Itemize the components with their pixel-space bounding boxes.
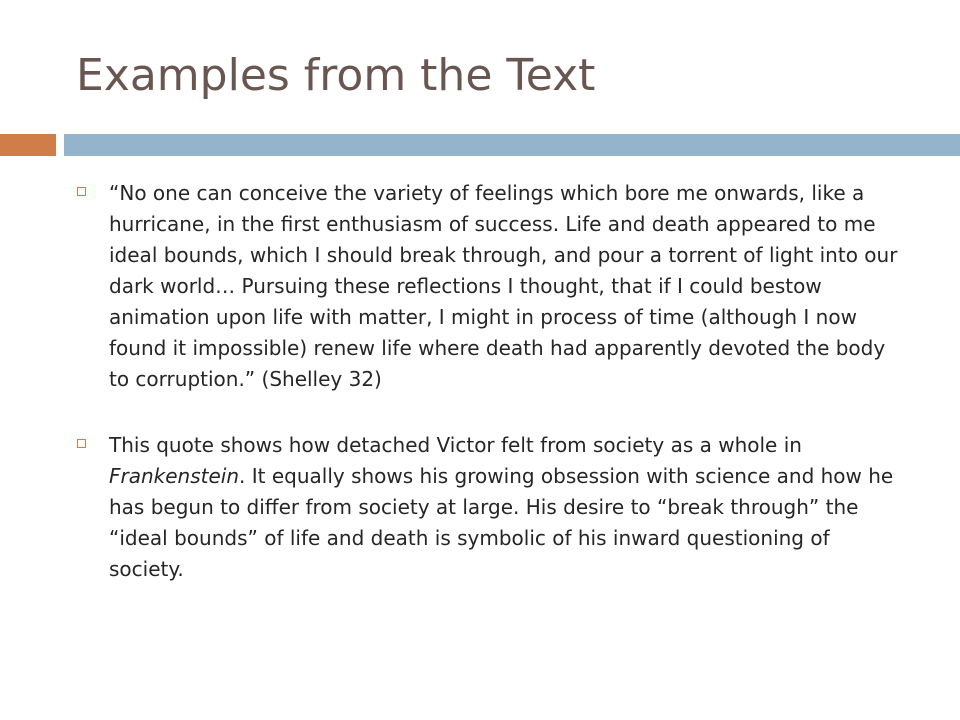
book-title: Frankenstein bbox=[109, 464, 240, 488]
bullet-text: “No one can conceive the variety of feelings which bore me onwards, like a hurricane, in the first enthusiasm of success. Life and death appeared to me ideal bounds, which I should break through, and pour a torrent of light into our dark world… Pursuing these reflections I thought, that if I could bestow animation upon life with matter, I might in process of time (although I now found it impossible) renew life where death had apparently devoted the body to corruption.” (Shelley 32) bbox=[109, 181, 898, 391]
square-bullet-icon bbox=[77, 439, 86, 448]
bullet-text bbox=[109, 430, 906, 585]
bullet-text-after: . It equally shows his growing obsession with science and how he has begun to differ from society at large. His desire to “break through” the “ideal bounds” of life and death is symbolic of his inward questioning of society. bbox=[109, 464, 894, 581]
bullet-list bbox=[76, 178, 906, 585]
slide-title: Examples from the Text bbox=[76, 50, 596, 101]
title-divider-bar bbox=[64, 134, 960, 156]
bullet-text-before: This quote shows how detached Victor felt from society as a whole in bbox=[109, 433, 802, 457]
bullet-item-quote bbox=[76, 178, 906, 395]
title-accent-bar bbox=[0, 134, 56, 156]
bullet-item-analysis bbox=[76, 430, 906, 585]
square-bullet-icon bbox=[77, 187, 86, 196]
